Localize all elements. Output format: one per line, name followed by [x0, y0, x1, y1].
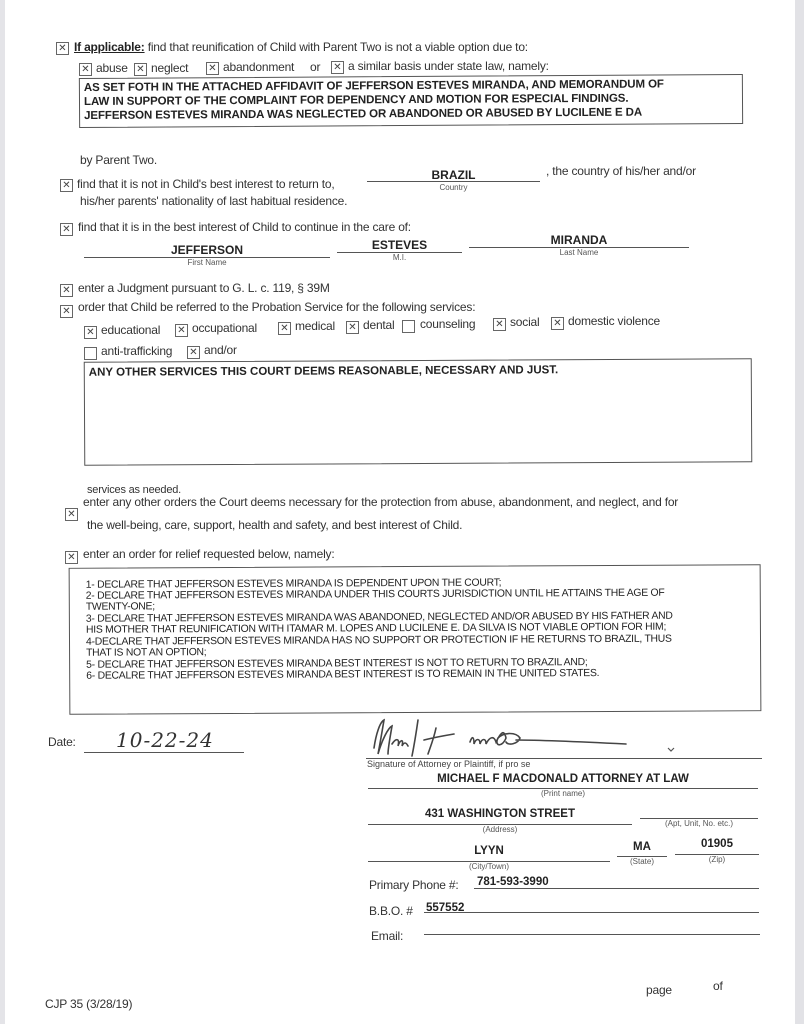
medical-label: medical: [295, 319, 335, 333]
page-label: page: [646, 983, 672, 997]
judgment-text: enter a Judgment pursuant to G. L. c. 119, § 39M: [78, 281, 330, 295]
bbo-value[interactable]: 557552: [426, 902, 465, 914]
domestic-violence-checkbox[interactable]: ✕: [551, 317, 564, 330]
reunification-text: [74, 40, 528, 54]
first-name-value[interactable]: JEFFERSON: [170, 243, 243, 257]
services-as-needed: services as needed.: [87, 484, 182, 496]
relief-line-8: 5- DECLARE THAT JEFFERSON ESTEVES MIRANDA BEST INTEREST IS NOT TO RETURN TO BRAZIL AND;: [86, 657, 588, 671]
city-value[interactable]: LYYN: [474, 845, 504, 857]
relief-line-7: THAT IS NOT AN OPTION;: [86, 647, 207, 659]
not-return-checkbox[interactable]: ✕: [60, 179, 73, 192]
occupational-checkbox[interactable]: ✕: [175, 324, 188, 337]
dental-label: dental: [363, 318, 395, 332]
medical-checkbox[interactable]: ✕: [278, 322, 291, 335]
email-label: Email:: [371, 929, 404, 943]
date-value[interactable]: 10-22-24: [116, 728, 214, 752]
scan-edge-right: [795, 0, 804, 1024]
form-id: CJP 35 (3/28/19): [45, 997, 133, 1011]
educational-checkbox[interactable]: ✕: [84, 326, 97, 339]
social-label: social: [510, 315, 540, 329]
relief-text: enter an order for relief requested below, namely:: [83, 547, 335, 561]
judgment-checkbox[interactable]: ✕: [60, 284, 73, 297]
neglect-label: neglect: [151, 61, 189, 75]
bbo-line: [424, 912, 759, 913]
care-of-text: find that it is in the best interest of Child to continue in the care of:: [78, 220, 411, 234]
probation-checkbox[interactable]: ✕: [60, 305, 73, 318]
apt-caption: (Apt, Unit, No. etc.): [664, 819, 734, 828]
and-or-label: and/or: [204, 343, 237, 357]
other-orders-line-1: enter any other orders the Court deems necessary for the protection from abuse, abandonment, and neglect, and for: [83, 495, 679, 509]
signature-image: [366, 714, 686, 762]
abuse-label: abuse: [96, 61, 128, 75]
country-value[interactable]: BRAZIL: [431, 168, 476, 182]
abandonment-checkbox[interactable]: ✕: [206, 62, 219, 75]
neglect-checkbox[interactable]: ✕: [134, 63, 147, 76]
other-orders-line-2: the well-being, care, support, health and safety, and best interest of Child.: [87, 518, 463, 532]
or-label: or: [310, 60, 321, 74]
country-caption: Country: [439, 183, 468, 192]
scan-edge-left: [0, 0, 5, 1024]
basis-line-2: LAW IN SUPPORT OF THE COMPLAINT FOR DEPENDENCY AND MOTION FOR ESPECIAL FINDINGS.: [83, 92, 629, 108]
last-name-value[interactable]: MIRANDA: [550, 233, 608, 247]
address-value[interactable]: 431 WASHINGTON STREET: [425, 808, 575, 820]
relief-line-6: 4-DECLARE THAT JEFFERSON ESTEVES MIRANDA HAS NO SUPPORT OR PROTECTION IF HE RETURNS TO BRAZIL, THUS: [85, 633, 672, 648]
not-return-text-after: , the country of his/her and/or: [546, 164, 696, 178]
similar-basis-label: a similar basis under state law, namely:: [348, 59, 549, 73]
other-orders-checkbox[interactable]: ✕: [65, 508, 78, 521]
basis-textbox[interactable]: [79, 74, 743, 128]
signature-caption: Signature of Attorney or Plaintiff, if pro se: [367, 759, 531, 769]
abandonment-label: abandonment: [223, 60, 295, 74]
if-applicable-label: If applicable:: [74, 40, 145, 54]
relief-line-1: 1- DECLARE THAT JEFFERSON ESTEVES MIRANDA IS DEPENDENT UPON THE COURT;: [85, 577, 502, 591]
similar-basis-checkbox[interactable]: ✕: [331, 61, 344, 74]
state-value[interactable]: MA: [633, 841, 651, 853]
print-name-value[interactable]: MICHAEL F MACDONALD ATTORNEY AT LAW: [437, 773, 689, 785]
zip-caption: (Zip): [708, 855, 726, 864]
relief-line-2: 2- DECLARE THAT JEFFERSON ESTEVES MIRANDA UNDER THIS COURTS JURISDICTION UNTIL HE ATTAINS THE AGE OF: [85, 587, 665, 602]
phone-label: Primary Phone #:: [369, 878, 459, 892]
phone-line: [474, 888, 759, 889]
other-services-text: ANY OTHER SERVICES THIS COURT DEEMS REASONABLE, NECESSARY AND JUST.: [88, 364, 559, 379]
relief-line-3: TWENTY-ONE;: [85, 601, 155, 613]
counseling-checkbox[interactable]: [402, 320, 415, 333]
abuse-checkbox[interactable]: ✕: [79, 63, 92, 76]
care-of-checkbox[interactable]: ✕: [60, 223, 73, 236]
print-name-caption: (Print name): [540, 789, 585, 798]
reunification-checkbox[interactable]: ✕: [56, 42, 69, 55]
not-return-line-2: his/her parents' nationality of last habitual residence.: [80, 194, 348, 208]
probation-text: order that Child be referred to the Probation Service for the following services:: [78, 300, 476, 314]
other-services-textbox[interactable]: [84, 358, 753, 465]
basis-line-3: JEFFERSON ESTEVES MIRANDA WAS NEGLECTED OR ABANDONED OR ABUSED BY LUCILENE E DA: [84, 106, 643, 122]
occupational-label: occupational: [192, 321, 257, 335]
mi-value[interactable]: ESTEVES: [371, 238, 428, 252]
first-name-caption: First Name: [187, 258, 227, 267]
relief-line-4: 3- DECLARE THAT JEFFERSON ESTEVES MIRANDA WAS ABANDONED, NEGLECTED AND/OR ABUSED BY HIS FATHER AND: [85, 610, 673, 625]
state-caption: (State): [629, 857, 654, 866]
email-line[interactable]: [424, 934, 760, 935]
not-return-text: find that it is not in Child's best interest to return to,: [77, 177, 335, 191]
and-or-checkbox[interactable]: ✕: [187, 346, 200, 359]
by-parent-two: by Parent Two.: [80, 153, 158, 167]
phone-value[interactable]: 781-593-3990: [477, 876, 549, 888]
zip-value[interactable]: 01905: [701, 838, 733, 850]
of-label: of: [713, 979, 723, 993]
address-caption: (Address): [482, 825, 518, 834]
anti-trafficking-label: anti-trafficking: [101, 344, 173, 358]
reunification-sentence: find that reunification of Child with Parent Two is not a viable option due to:: [147, 40, 528, 54]
date-label: Date:: [48, 735, 76, 749]
relief-line-9: 6- DECALRE THAT JEFFERSON ESTEVES MIRANDA BEST INTEREST IS TO REMAIN IN THE UNITED STATES.: [86, 668, 600, 682]
social-checkbox[interactable]: ✕: [493, 318, 506, 331]
dental-checkbox[interactable]: ✕: [346, 321, 359, 334]
relief-checkbox[interactable]: ✕: [65, 551, 78, 564]
relief-line-5: HIS MOTHER THAT REUNIFICATION WITH ITAMAR M. LOPES AND LUCILENE E. DA SILVA IS NOT VIABLE OPTION FOR HIM;: [85, 621, 667, 636]
educational-label: educational: [101, 323, 161, 337]
bbo-label: B.B.O. #: [369, 904, 413, 918]
mi-caption: M.I.: [392, 253, 407, 262]
date-line: [84, 752, 244, 753]
city-caption: (City/Town): [468, 862, 509, 871]
domestic-violence-label: domestic violence: [568, 314, 660, 328]
anti-trafficking-checkbox[interactable]: [84, 347, 97, 360]
counseling-label: counseling: [420, 317, 476, 331]
basis-line-1: AS SET FOTH IN THE ATTACHED AFFIDAVIT OF JEFFERSON ESTEVES MIRANDA, AND MEMORANDUM OF: [83, 78, 664, 94]
relief-textbox[interactable]: [69, 564, 762, 715]
last-name-caption: Last Name: [559, 248, 599, 257]
